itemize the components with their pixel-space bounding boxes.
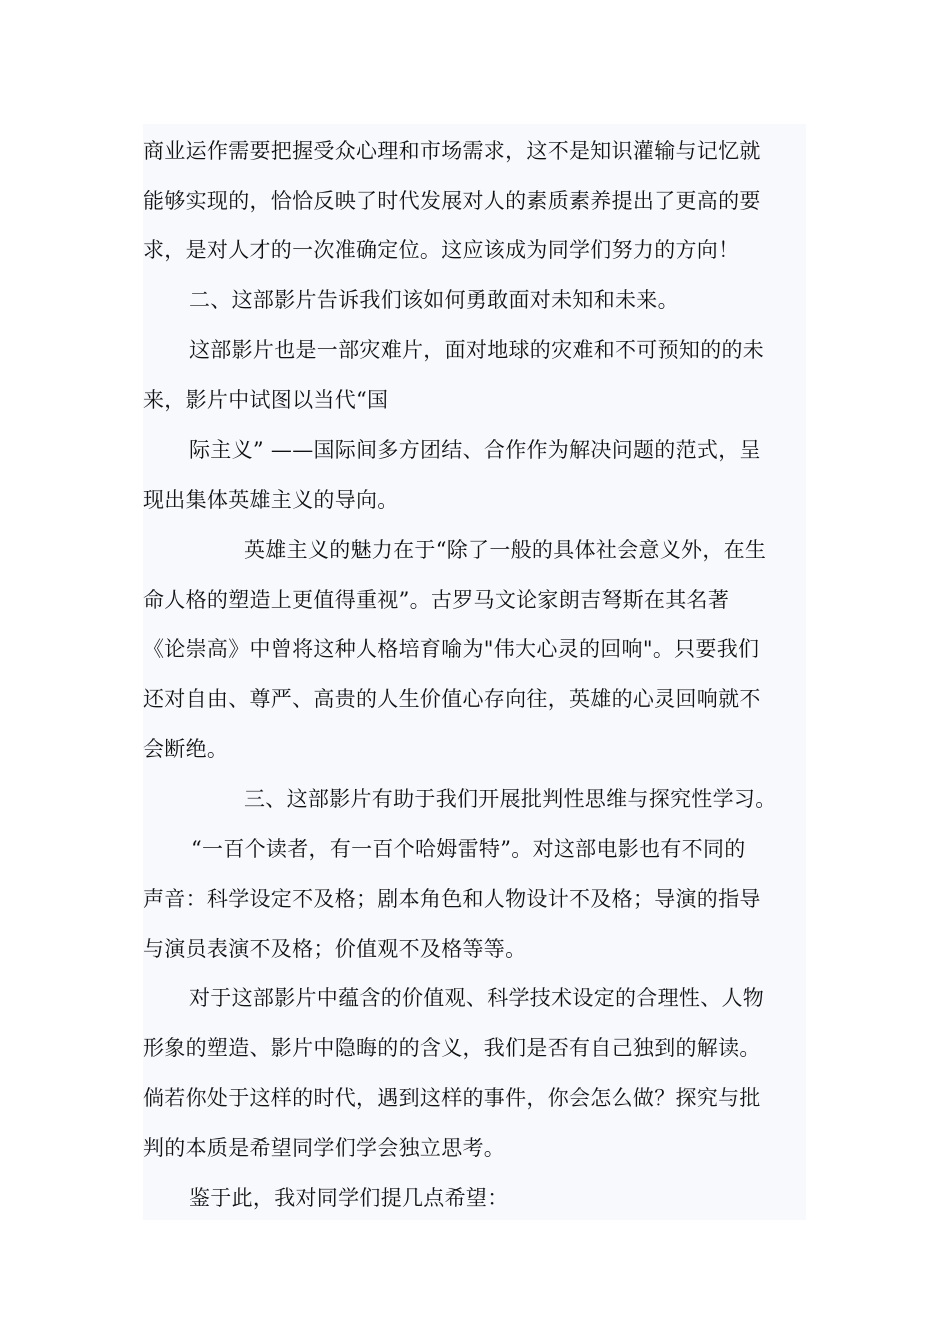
paragraph-line: 形象的塑造、影片中隐晦的的含义，我们是否有自己独到的解读。 (143, 1036, 761, 1060)
paragraph-line: “一百个读者，有一百个哈姆雷特”。对这部电影也有不同的 (191, 837, 746, 861)
document-body (143, 124, 806, 1220)
paragraph-line: 对于这部影片中蕴含的价值观、科学技术设定的合理性、人物 (189, 986, 765, 1010)
paragraph-line: 还对自由、尊严、高贵的人生价值心存向往，英雄的心灵回响就不 (143, 687, 761, 711)
paragraph-line: 这部影片也是一部灾难片，面对地球的灾难和不可预知的的未 (189, 338, 765, 362)
paragraph-line: 求，是对人才的一次准确定位。这应该成为同学们努力的方向！ (143, 238, 740, 262)
paragraph-line: 判的本质是希望同学们学会独立思考。 (143, 1136, 506, 1160)
paragraph-line: 来，影片中试图以当代“国 (143, 388, 389, 412)
paragraph-line: 命人格的塑造上更值得重视”。古罗马文论家朗吉弩斯在其名著 (143, 588, 730, 612)
paragraph-line: 倘若你处于这样的时代，遇到这样的事件，你会怎么做？探究与批 (143, 1086, 761, 1110)
paragraph-line: 商业运作需要把握受众心理和市场需求，这不是知识灌输与记忆就 (143, 139, 761, 163)
paragraph-line: 现出集体英雄主义的导向。 (143, 488, 399, 512)
section-heading: 三、这部影片有助于我们开展批判性思维与探究性学习。 (244, 787, 777, 811)
paragraph-line: 能够实现的，恰恰反映了时代发展对人的素质素养提出了更高的要 (143, 189, 761, 213)
section-heading: 二、这部影片告诉我们该如何勇敢面对未知和未来。 (189, 288, 679, 312)
paragraph-line: 会断绝。 (143, 737, 229, 761)
paragraph-line: 鉴于此，我对同学们提几点希望： (189, 1186, 509, 1210)
paragraph-line: 与演员表演不及格；价值观不及格等等。 (143, 937, 527, 961)
paragraph-line: 英雄主义的魅力在于“除了一般的具体社会意义外，在生 (244, 538, 767, 562)
paragraph-line: 声音：科学设定不及格；剧本角色和人物设计不及格；导演的指导 (143, 887, 761, 911)
paragraph-line: 际主义” ——国际间多方团结、合作作为解决问题的范式，呈 (189, 438, 761, 462)
paragraph-line: 《论崇高》中曾将这种人格培育喻为"伟大心灵的回响"。只要我们 (143, 637, 760, 661)
